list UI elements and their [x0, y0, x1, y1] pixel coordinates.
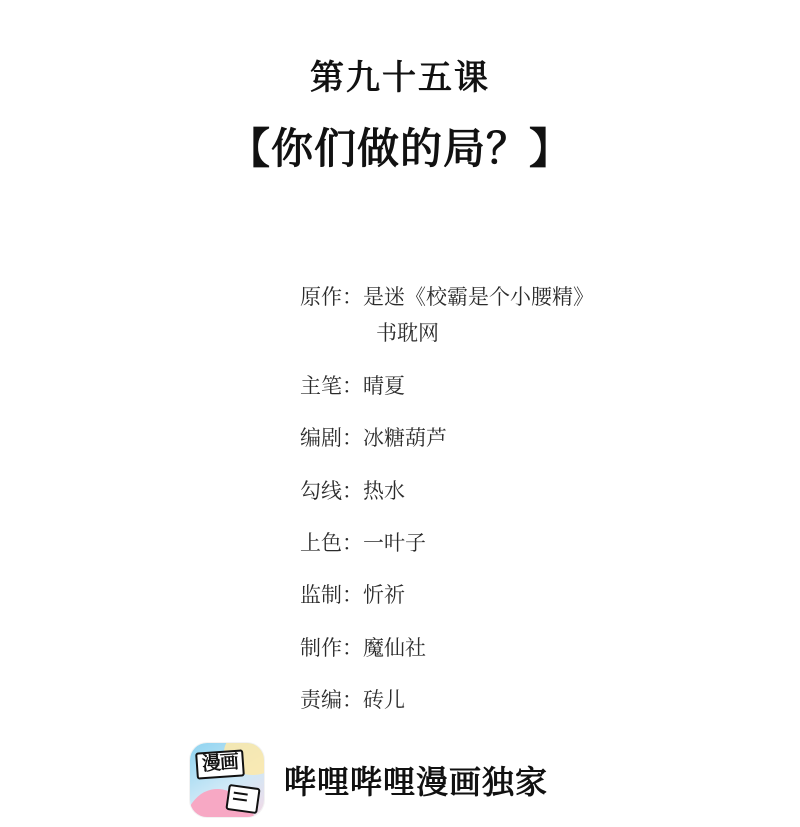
logo-card-icon	[225, 784, 260, 814]
credit-value: 一叶子	[363, 531, 426, 555]
credit-label: 原作：	[300, 285, 363, 309]
credits-list	[0, 283, 800, 717]
credit-row	[300, 581, 800, 611]
credit-label: 上色：	[300, 531, 363, 555]
credit-row	[300, 634, 800, 664]
credit-label: 主笔：	[300, 374, 363, 398]
credit-row	[300, 319, 800, 349]
bilibili-comics-logo-icon	[190, 743, 264, 817]
credit-row	[300, 424, 800, 454]
footer-text: 哔哩哔哩漫画独家	[284, 764, 549, 800]
credit-value: 冰糖葫芦	[363, 427, 447, 451]
credit-value: 热水	[363, 479, 405, 503]
title-block	[0, 0, 800, 177]
credit-value: 忻祈	[363, 584, 405, 608]
credit-row	[300, 477, 800, 507]
credit-label: 监制：	[300, 584, 363, 608]
credit-row	[300, 686, 800, 716]
credit-value: 是迷《校霸是个小腰精》	[363, 285, 594, 309]
chapter-title: 【你们做的局？】	[227, 125, 572, 173]
credit-row	[300, 372, 800, 402]
credit-value: 魔仙社	[363, 636, 426, 660]
credit-value: 晴夏	[363, 374, 405, 398]
logo-badge-label: 漫画	[195, 749, 245, 779]
chapter-number: 第九十五课	[310, 59, 490, 97]
credit-label: 编剧：	[300, 427, 363, 451]
credit-value: 书耽网	[376, 322, 439, 346]
credit-value: 砖儿	[363, 689, 405, 713]
credit-label: 制作：	[300, 636, 363, 660]
footer-watermark	[190, 743, 548, 817]
credit-row	[300, 283, 800, 313]
credit-label: 勾线：	[300, 479, 363, 503]
credit-label: 责编：	[300, 689, 363, 713]
credit-row	[300, 529, 800, 559]
